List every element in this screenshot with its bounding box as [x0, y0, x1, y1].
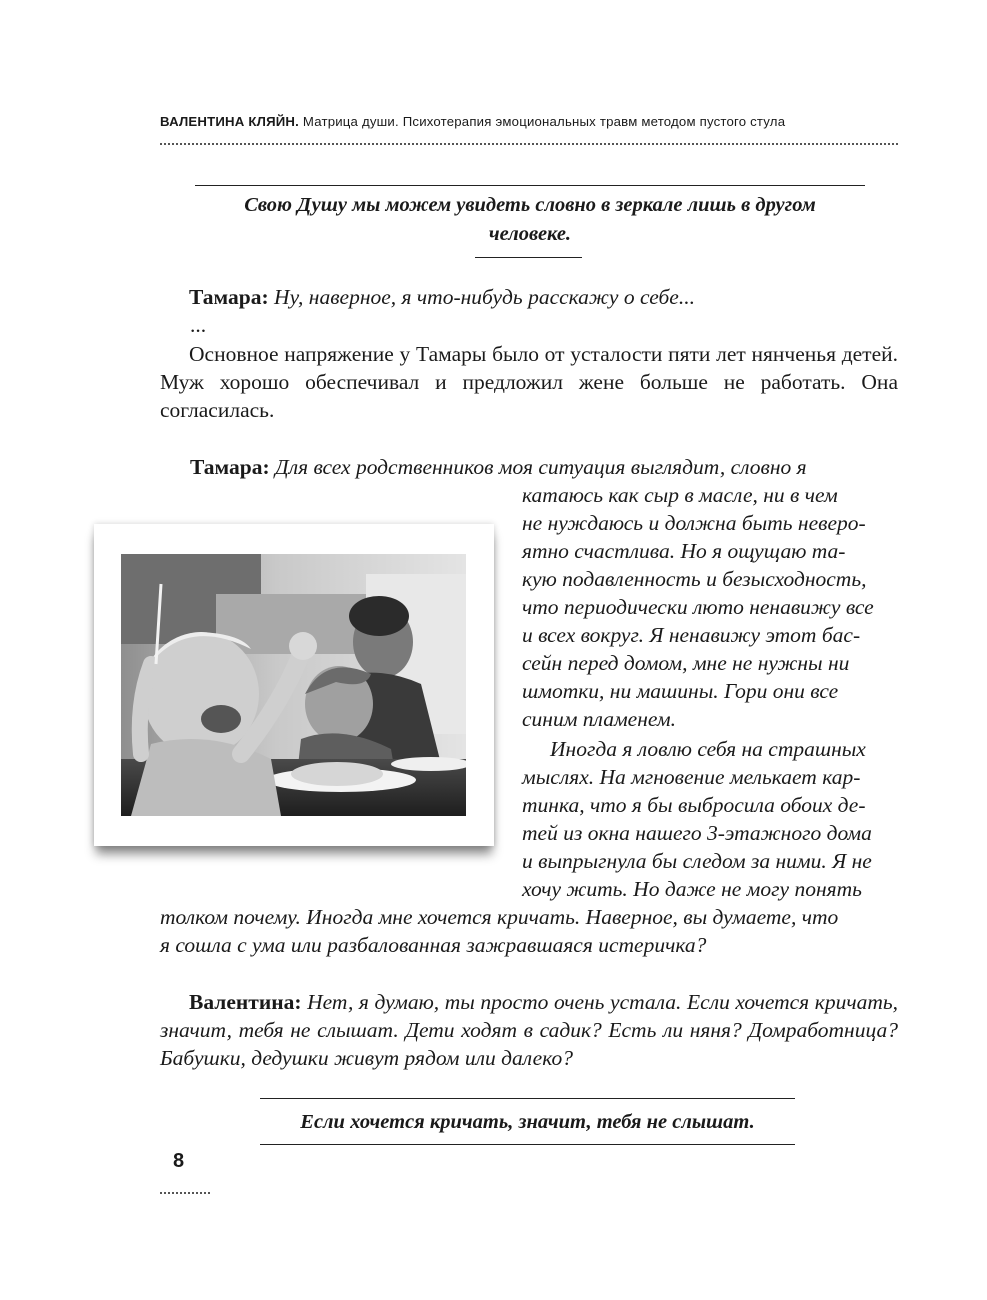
wrap-line: тинка, что я бы выбросила обоих де-	[522, 793, 866, 817]
quote-top-rule	[195, 185, 865, 186]
wrap-line: синим пламенем.	[522, 707, 676, 731]
header-dotted-divider	[160, 143, 898, 145]
footer-dotted-divider	[160, 1192, 210, 1194]
wrap-line: и выпрыгнула бы следом за ними. Я не	[522, 849, 872, 873]
pull-quote-top	[160, 191, 900, 249]
pull-quote-top-line1: Свою Душу мы можем увидеть словно в зеркале лишь в другом	[244, 194, 816, 216]
pull-quote-top-line2: человеке.	[488, 223, 572, 245]
photo-frame	[94, 524, 494, 846]
quote-bottom-rule-bottom	[260, 1144, 795, 1145]
dialogue-text: Нет, я думаю, ты просто очень устала. Если хочется кричать, значит, тебя не слышат. Дети ходят в садик? Есть ли няня? Домработница? Бабушки, дедушки живут рядом или далеко?	[160, 990, 899, 1070]
header-book-title: Матрица души. Психотерапия эмоциональных травм методом пустого стула	[302, 114, 786, 129]
dialogue-text: Для всех родственников моя ситуация выглядит, словно я	[275, 455, 807, 479]
photo-illustration	[121, 554, 466, 816]
wrap-line: Иногда я ловлю себя на страшных	[550, 737, 866, 761]
wrap-line: и всех вокруг. Я ненавижу этот бас-	[522, 623, 861, 647]
paragraph-valentina	[160, 988, 898, 1072]
paragraph-narration: Основное напряжение у Тамары было от усталости пяти лет нянченья детей. Муж хорошо обеспечивал и предложил жене больше не работать. Она согласилась.	[160, 342, 898, 422]
wrap-line: катаюсь как сыр в масле, ни в чем	[522, 483, 838, 507]
speaker-label: Тамара:	[189, 285, 269, 309]
dialogue-text: Ну, наверное, я что-нибудь расскажу о себе...	[274, 285, 695, 309]
paragraph-tamara-intro	[160, 283, 900, 311]
wrap-line: кую подавленность и безысходность,	[522, 567, 867, 591]
paragraph-tamara-first-line	[190, 453, 807, 481]
wrap-line: ятно счастлива. Но я ощущаю та-	[522, 539, 846, 563]
ellipsis-line: ...	[190, 313, 207, 337]
pull-quote-bottom: Если хочется кричать, значит, тебя не слышат.	[300, 1111, 755, 1133]
page-number: 8	[173, 1150, 185, 1172]
wrap-line: шмотки, ни машины. Гори они все	[522, 679, 839, 703]
full-line: толком почему. Иногда мне хочется кричать. Наверное, вы думаете, что	[160, 905, 839, 929]
wrap-line: что периодически люто ненавижу все	[522, 595, 874, 619]
wrap-line: тей из окна нашего 3-этажного дома	[522, 821, 872, 845]
wrap-line: мыслях. На мгновение мелькает кар-	[522, 765, 861, 789]
wrap-line: не нуждаюсь и должна быть неверо-	[522, 511, 866, 535]
quote-top-underline	[475, 257, 582, 258]
full-line: я сошла с ума или разбалованная зажравшаяся истеричка?	[160, 933, 707, 957]
speaker-label: Тамара:	[190, 455, 270, 479]
quote-bottom-rule-top	[260, 1098, 795, 1099]
family-dinner-photo	[121, 554, 466, 816]
wrap-line: сейн перед домом, мне не нужны ни	[522, 651, 850, 675]
wrap-line: хочу жить. Но даже не могу понять	[522, 877, 862, 901]
speaker-label: Валентина:	[189, 990, 302, 1014]
running-header	[160, 114, 900, 129]
header-author: ВАЛЕНТИНА КЛЯЙН.	[160, 114, 300, 129]
